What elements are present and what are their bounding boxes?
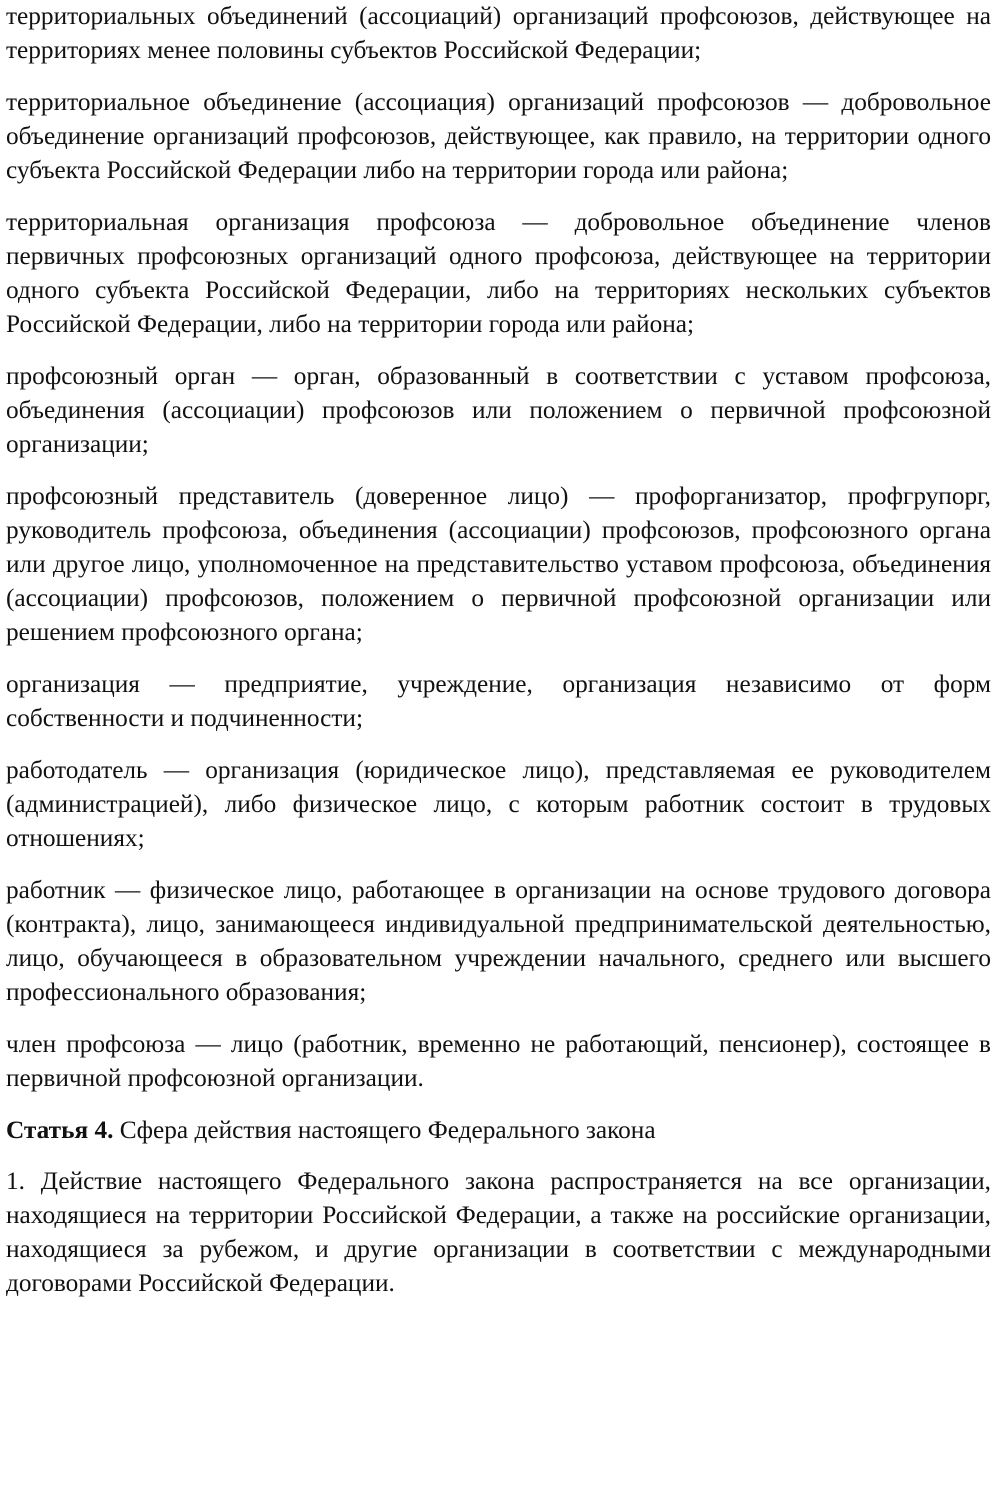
definition-paragraph: территориальных объединений (ассоциаций) организаций профсоюзов, действующее на территориях менее половины субъектов Российской Федерации; xyxy=(6,2,991,64)
definition-paragraph: работодатель — организация (юридическое лицо), представляемая ее руководителем (администрацией), либо физическое лицо, с которым работник состоит в трудовых отношениях; xyxy=(6,756,991,852)
definition-paragraph: работник — физическое лицо, работающее в организации на основе трудового договора (контракта), лицо, занимающееся индивидуальной предпринимательской деятельностью, лицо, обучающееся в образовательном учреждении начального, среднего или высшего профессионального образования; xyxy=(6,876,991,1006)
article-title: Сфера действия настоящего Федерального закона xyxy=(113,1116,656,1144)
article-label: Статья 4. xyxy=(6,1116,114,1144)
definition-paragraph: территориальная организация профсоюза — добровольное объединение членов первичных профсоюзных организаций одного профсоюза, действующее на территории одного субъекта Российской Федерации, либо на территориях нескольких субъектов Российской Федерации, либо на территории города или района; xyxy=(6,208,991,338)
definition-paragraph: профсоюзный орган — орган, образованный в соответствии с уставом профсоюза, объединения (ассоциации) профсоюзов или положением о первичной профсоюзной организации; xyxy=(6,362,991,458)
definition-paragraph: профсоюзный представитель (доверенное лицо) — профорганизатор, профгрупорг, руководитель профсоюза, объединения (ассоциации) профсоюзов, профсоюзного органа или другое лицо, уполномоченное на представительство уставом профсоюза, объединения (ассоциации) профсоюзов, положением о первичной профсоюзной организации или решением профсоюзного органа; xyxy=(6,482,991,646)
definition-paragraph: организация — предприятие, учреждение, организация независимо от форм собственности и подчиненности; xyxy=(6,670,991,732)
definition-paragraph: член профсоюза — лицо (работник, временно не работающий, пенсионер), состоящее в первичной профсоюзной организации. xyxy=(6,1030,991,1092)
document-page xyxy=(6,0,991,1318)
article-heading xyxy=(6,1113,991,1147)
definition-paragraph: территориальное объединение (ассоциация) организаций профсоюзов — добровольное объединение организаций профсоюзов, действующее, как правило, на территории одного субъекта Российской Федерации либо на территории города или района; xyxy=(6,88,991,184)
article-paragraph: 1. Действие настоящего Федерального закона распространяется на все организации, находящиеся на территории Российской Федерации, а также на российские организации, находящиеся за рубежом, и другие организации в соответствии с международными договорами Российской Федерации. xyxy=(6,1167,991,1297)
